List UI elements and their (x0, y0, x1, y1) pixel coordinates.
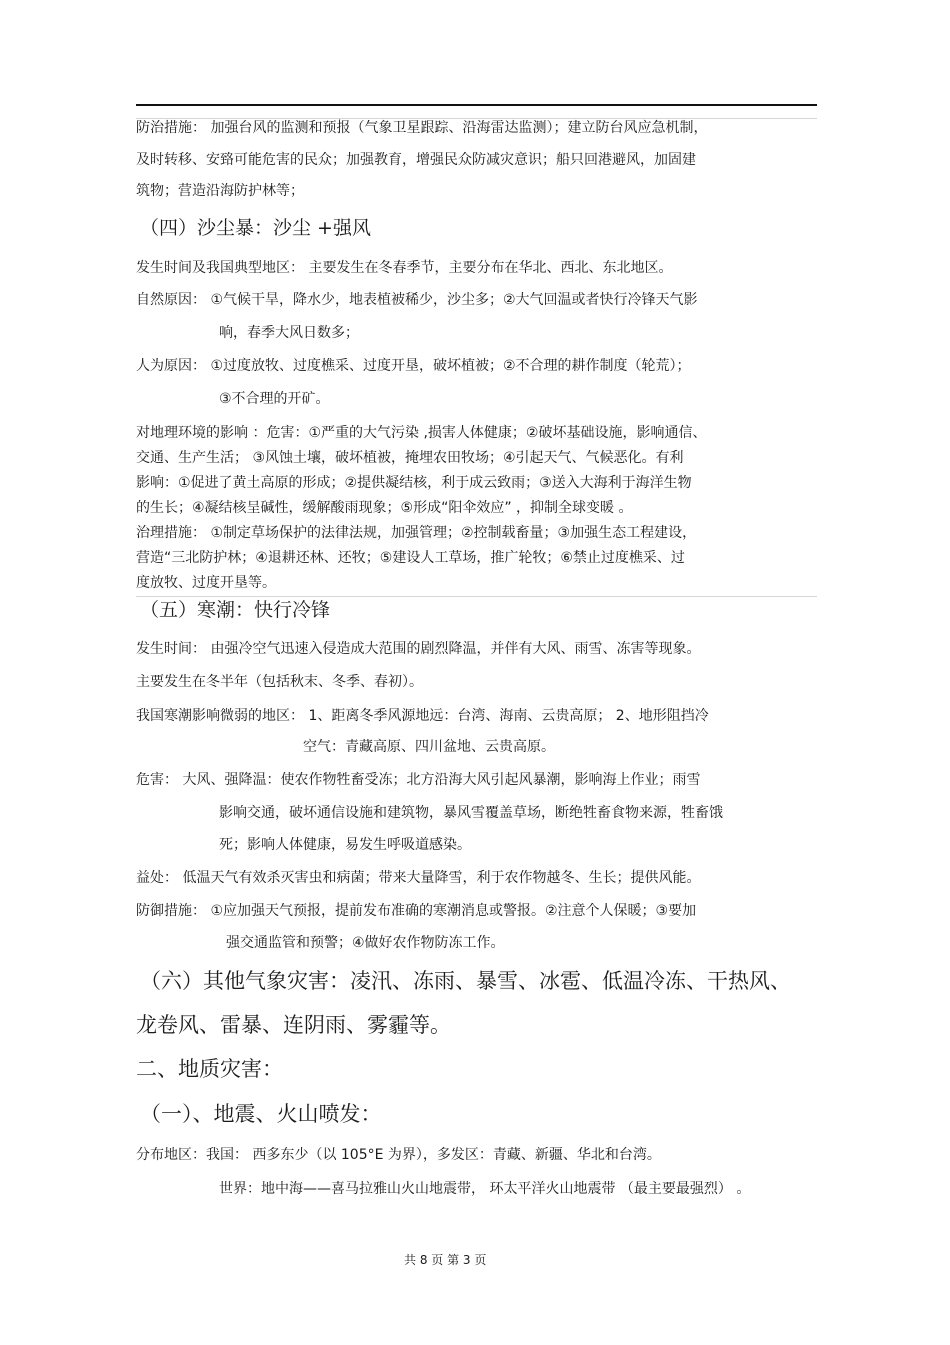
text-line: 响，春季大风日数多； (219, 325, 359, 341)
chapter-heading-geologic: 二、地质灾害： (136, 1057, 283, 1081)
text-line: 交通、生产生活； ③风蚀土壤，破坏植被，掩埋农田牧场；④引起天气、气候恶化。有利 (136, 450, 684, 466)
section-heading-other-hazards-cont: 龙卷风、雷暴、连阴雨、雾霾等。 (136, 1013, 451, 1037)
page-footer: 共 8 页 第 3 页 (404, 1253, 487, 1267)
text-line: 营造“三北防护林；④退耕还林、还牧；⑤建设人工草场，推广轮牧；⑥禁止过度樵采、过 (136, 550, 685, 566)
text-line: 我国寒潮影响微弱的地区： 1、距离冬季风源地远：台湾、海南、云贵高原； 2、地形阻挡冷 (136, 708, 709, 724)
text-line: 自然原因： ①气候干旱，降水少，地表植被稀少，沙尘多；②大气回温或者快行冷锋天气影 (136, 292, 698, 308)
text-line: 主要发生在冬半年（包括秋末、冬季、春初）。 (136, 674, 423, 690)
text-line: 人为原因： ①过度放牧、过度樵采、过度开垦，破坏植被；②不合理的耕作制度（轮荒）； (136, 358, 691, 374)
text-line: 影响交通，破坏通信设施和建筑物，暴风雪覆盖草场，断绝牲畜食物来源，牲畜饿 (219, 805, 723, 821)
section-heading-cold-wave: （五）寒潮：快行冷锋 (140, 599, 331, 621)
text-line: 及时转移、安臵可能危害的民众；加强教育，增强民众防减灾意识；船只回港避风，加固建 (136, 152, 696, 168)
text-line: 世界：地中海——喜马拉雅山火山地震带， 环太平洋火山地震带 （最主要最强烈） 。 (219, 1181, 751, 1197)
text-line: 防治措施： 加强台风的监测和预报（气象卫星跟踪、沿海雷达监测）；建立防台风应急机制， (136, 120, 708, 136)
section-heading-earthquake: （一）、地震、火山喷发： (140, 1102, 382, 1126)
text-line: 空气：青藏高原、四川盆地、云贵高原。 (303, 739, 555, 755)
text-line: 防御措施： ①应加强天气预报，提前发布准确的寒潮消息或警报。②注意个人保暖；③要加 (136, 903, 697, 919)
text-line: 治理措施： ①制定草场保护的法律法规，加强管理；②控制载畜量；③加强生态工程建设， (136, 525, 697, 541)
text-line: 的生长；④凝结核呈碱性，缓解酸雨现象；⑤形成“阳伞效应” ，抑制全球变暖 。 (136, 500, 633, 516)
text-line: 分布地区：我国： 西多东少（以 105°E 为界），多发区：青藏、新疆、华北和台湾。 (136, 1147, 661, 1163)
text-line: 危害： 大风、强降温：使农作物牲畜受冻；北方沿海大风引起风暴潮，影响海上作业；雨雪 (136, 772, 701, 788)
text-line: 强交通监管和预警；④做好农作物防冻工作。 (226, 935, 505, 951)
divider (136, 596, 817, 597)
header-rule (136, 104, 817, 106)
text-line: 对地理环境的影响 ：危害：①严重的大气污染 ,损害人体健康；②破坏基础设施，影响通信、 (136, 425, 707, 441)
text-line: 发生时间及我国典型地区： 主要发生在冬春季节，主要分布在华北、西北、东北地区。 (136, 260, 673, 276)
text-line: 度放牧、过度开垦等。 (136, 575, 276, 591)
text-line: 筑物；营造沿海防护林等； (136, 183, 304, 199)
text-line: 益处： 低温天气有效杀灭害虫和病菌；带来大量降雪，利于农作物越冬、生长；提供风能。 (136, 870, 701, 886)
text-line: 影响：①促进了黄土高原的形成；②提供凝结核，利于成云致雨；③送入大海利于海洋生物 (136, 475, 692, 491)
section-heading-other-hazards: （六）其他气象灾害：凌汛、冻雨、暴雪、冰雹、低温冷冻、干热风、 (140, 969, 791, 993)
text-line: 死；影响人体健康，易发生呼吸道感染。 (219, 837, 471, 853)
text-line: 发生时间： 由强冷空气迅速入侵造成大范围的剧烈降温，并伴有大风、雨雪、冻害等现象。 (136, 641, 701, 657)
text-line: ③不合理的开矿。 (219, 391, 330, 407)
section-heading-sandstorm: （四）沙尘暴：沙尘 +强风 (140, 217, 371, 239)
